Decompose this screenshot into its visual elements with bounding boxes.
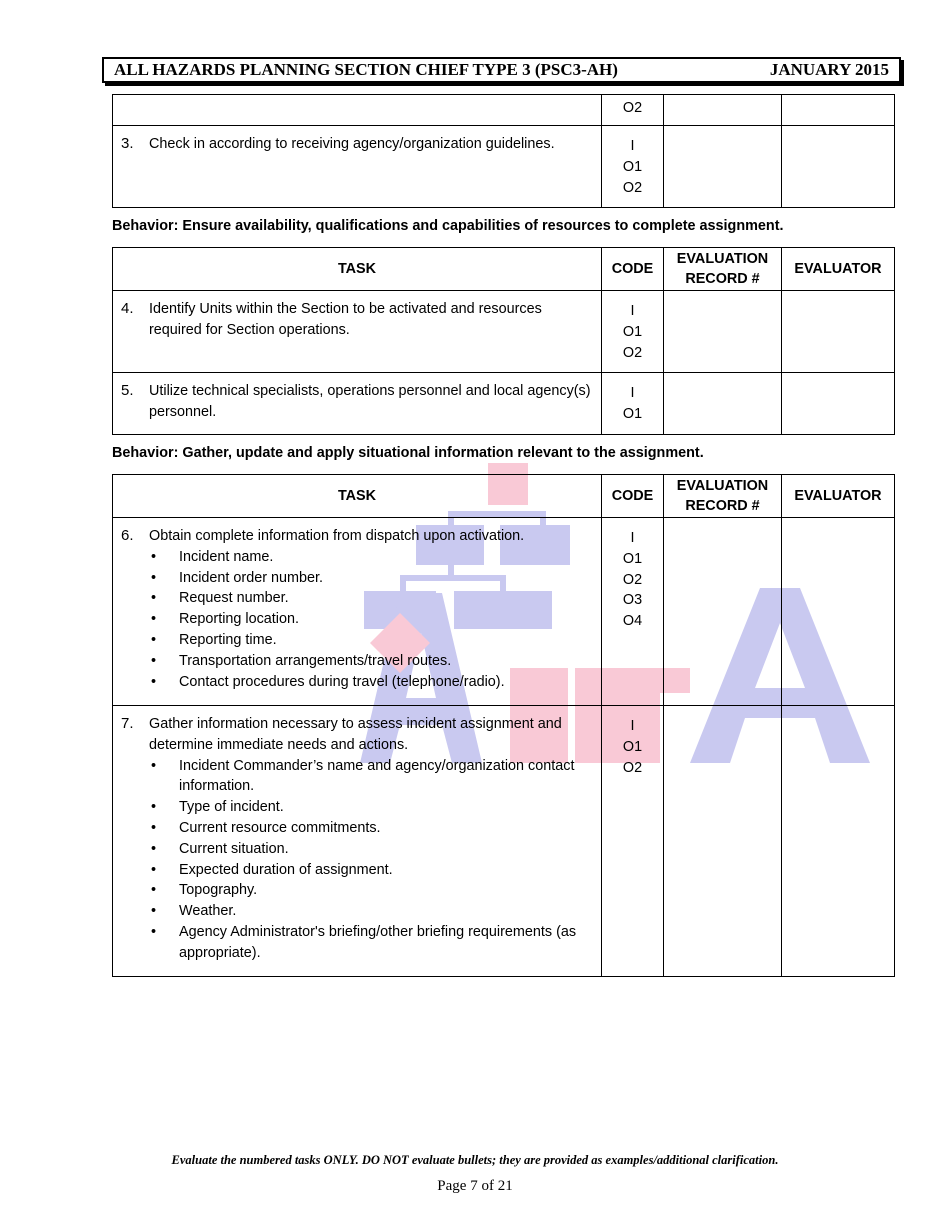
evaluation-record-cell[interactable] <box>664 706 782 977</box>
list-item: • Topography. <box>121 880 595 901</box>
task-cell <box>113 291 602 373</box>
task-table-resources <box>112 247 895 435</box>
evaluator-column-header: EVALUATOR <box>782 248 895 291</box>
table-row <box>113 373 895 435</box>
task-cell <box>113 126 602 208</box>
evaluator-cell[interactable] <box>782 706 895 977</box>
bullet-icon: • <box>151 611 157 628</box>
behavior-heading: Behavior: Gather, update and apply situational information relevant to the assignment. <box>112 445 704 461</box>
evaluation-record-cell[interactable] <box>664 126 782 208</box>
table-header-row <box>113 475 895 518</box>
task-number: 3. <box>121 135 134 152</box>
bullet-icon: • <box>151 923 157 940</box>
bullet-icon: • <box>151 882 157 899</box>
evaluator-cell[interactable] <box>782 373 895 435</box>
code-value: I <box>630 138 635 154</box>
bullet-list <box>121 756 595 964</box>
task-number: 5. <box>121 382 134 399</box>
task-text: Gather information necessary to assess incident assignment and determine immediate needs and actions. <box>149 716 562 753</box>
list-item: • Current resource commitments. <box>121 818 595 839</box>
task-number: 7. <box>121 715 134 732</box>
evaluator-cell[interactable] <box>782 518 895 706</box>
evaluation-record-cell[interactable] <box>664 95 782 126</box>
code-column-header: CODE <box>602 248 664 291</box>
code-value: O2 <box>622 100 643 116</box>
evaluation-record-cell[interactable] <box>664 291 782 373</box>
code-value: I <box>630 718 635 734</box>
evaluation-record-column-header: EVALUATION RECORD # <box>664 248 782 291</box>
bullet-icon: • <box>151 840 157 857</box>
page-number: Page 7 of 21 <box>437 1178 513 1194</box>
evaluator-cell[interactable] <box>782 95 895 126</box>
code-cell <box>602 95 664 126</box>
bullet-icon: • <box>151 569 157 586</box>
list-item: • Expected duration of assignment. <box>121 860 595 881</box>
list-item: • Incident name. <box>121 547 595 568</box>
bullet-icon: • <box>151 673 157 690</box>
list-item: • Reporting location. <box>121 609 595 630</box>
task-column-header: TASK <box>113 475 602 518</box>
list-item: • Type of incident. <box>121 797 595 818</box>
task-text: Check in according to receiving agency/organization guidelines. <box>149 136 555 152</box>
task-table-continued <box>112 94 895 208</box>
code-value: I <box>630 530 635 546</box>
bullet-icon: • <box>151 903 157 920</box>
code-value: O1 <box>622 158 643 175</box>
code-value: O2 <box>622 179 643 196</box>
task-number: 4. <box>121 300 134 317</box>
evaluator-column-header: EVALUATOR <box>782 475 895 518</box>
document-date: JANUARY 2015 <box>769 60 889 79</box>
task-text: Obtain complete information from dispatch upon activation. <box>149 528 525 544</box>
bullet-icon: • <box>151 819 157 836</box>
evaluator-cell[interactable] <box>782 126 895 208</box>
document-title: ALL HAZARDS PLANNING SECTION CHIEF TYPE 3 (PSC3-AH) <box>114 60 618 79</box>
list-item: • Transportation arrangements/travel routes. <box>121 651 595 672</box>
bullet-icon: • <box>151 799 157 816</box>
code-value: O2 <box>622 759 643 776</box>
table-row <box>113 291 895 373</box>
code-cell <box>602 706 664 977</box>
code-value: O1 <box>622 323 643 340</box>
task-cell <box>113 373 602 435</box>
code-value: O1 <box>622 405 643 422</box>
task-cell <box>113 518 602 706</box>
code-value: O1 <box>622 550 643 567</box>
code-column-header: CODE <box>602 475 664 518</box>
code-value: O2 <box>622 571 643 588</box>
task-cell <box>113 706 602 977</box>
bullet-icon: • <box>151 652 157 669</box>
table-row <box>113 706 895 977</box>
evaluation-record-cell[interactable] <box>664 373 782 435</box>
list-item: • Contact procedures during travel (telephone/radio). <box>121 672 595 693</box>
bullet-icon: • <box>151 590 157 607</box>
behavior-heading: Behavior: Ensure availability, qualifications and capabilities of resources to complete assignment. <box>112 218 784 234</box>
evaluation-record-cell[interactable] <box>664 518 782 706</box>
table-row <box>113 126 895 208</box>
code-cell <box>602 518 664 706</box>
code-value: I <box>630 385 635 401</box>
bullet-icon: • <box>151 631 157 648</box>
bullet-icon: • <box>151 548 157 565</box>
code-value: O2 <box>622 344 643 361</box>
task-text: Utilize technical specialists, operations personnel and local agency(s) personnel. <box>149 383 591 420</box>
code-value: O3 <box>622 592 643 609</box>
list-item: • Reporting time. <box>121 630 595 651</box>
document-header <box>102 57 901 83</box>
task-number: 6. <box>121 527 134 544</box>
evaluator-cell[interactable] <box>782 291 895 373</box>
table-row <box>113 95 895 126</box>
list-item: • Weather. <box>121 901 595 922</box>
table-header-row <box>113 248 895 291</box>
task-column-header: TASK <box>113 248 602 291</box>
list-item: • Request number. <box>121 588 595 609</box>
list-item: • Incident order number. <box>121 568 595 589</box>
task-table-situational-info <box>112 474 895 977</box>
code-value: I <box>630 303 635 319</box>
code-cell <box>602 373 664 435</box>
list-item: • Incident Commander’s name and agency/organization contact information. <box>121 756 595 798</box>
code-value: O1 <box>622 738 643 755</box>
list-item: • Current situation. <box>121 839 595 860</box>
list-item: • Agency Administrator's briefing/other briefing requirements (as appropriate). <box>121 922 595 964</box>
bullet-icon: • <box>151 757 157 774</box>
footer-note: Evaluate the numbered tasks ONLY. DO NOT evaluate bullets; they are provided as examples/additional clarification. <box>171 1153 779 1167</box>
code-cell <box>602 291 664 373</box>
evaluation-record-column-header: EVALUATION RECORD # <box>664 475 782 518</box>
code-value: O4 <box>622 613 643 630</box>
task-cell <box>113 95 602 126</box>
bullet-icon: • <box>151 861 157 878</box>
code-cell <box>602 126 664 208</box>
table-row <box>113 518 895 706</box>
bullet-list <box>121 547 595 693</box>
task-text: Identify Units within the Section to be activated and resources required for Section operations. <box>149 301 542 338</box>
